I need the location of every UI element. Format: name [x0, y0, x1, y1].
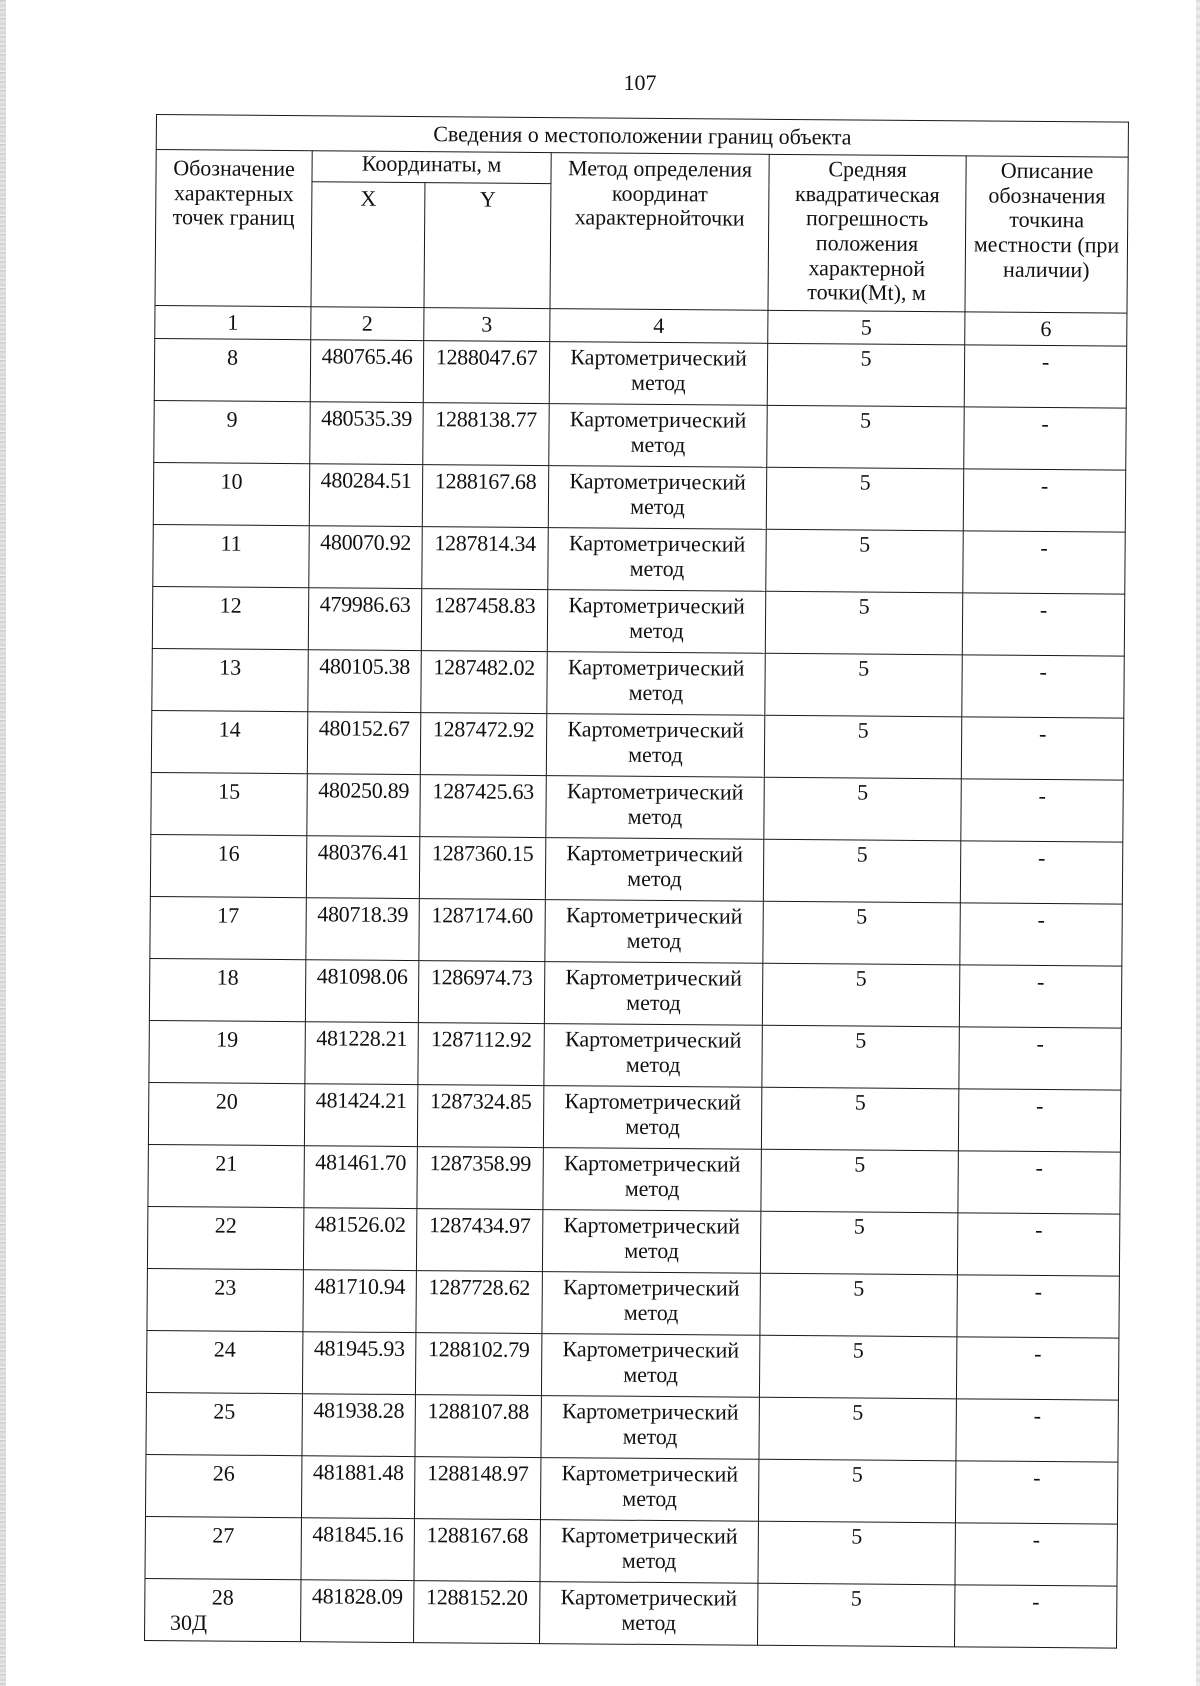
accuracy-cell: 5	[760, 1211, 957, 1275]
description-cell: -	[955, 1523, 1118, 1586]
y-coordinate-cell: 1288148.97	[414, 1457, 540, 1520]
accuracy-cell: 5	[766, 529, 963, 593]
x-coordinate-cell: 479986.63	[308, 588, 421, 651]
table-row	[150, 896, 1123, 966]
point-cell: 8	[154, 338, 310, 401]
accuracy-cell: 5	[763, 901, 960, 965]
y-coordinate-cell: 1288107.88	[415, 1395, 541, 1458]
method-cell: Картометрический метод	[539, 1582, 757, 1646]
description-cell: -	[955, 1461, 1118, 1524]
method-cell: Картометрический метод	[542, 1272, 760, 1336]
point-cell: 10	[153, 462, 309, 525]
y-coordinate-cell: 1288167.68	[422, 465, 548, 528]
y-coordinate-cell: 1287112.92	[418, 1023, 544, 1086]
x-coordinate-cell: 480250.89	[307, 774, 420, 837]
point-cell: 11	[153, 524, 309, 587]
header-method: Метод определения координат характернойточки	[550, 153, 769, 311]
method-cell: Картометрический метод	[549, 342, 767, 406]
y-coordinate-cell: 1287482.02	[421, 651, 547, 714]
y-coordinate-cell: 1288138.77	[423, 403, 549, 466]
point-cell: 18	[149, 958, 305, 1021]
point-cell: 19	[149, 1020, 305, 1083]
x-coordinate-cell: 481881.48	[301, 1456, 414, 1519]
table-row	[145, 1516, 1118, 1586]
header-x: X	[311, 182, 425, 308]
accuracy-cell: 5	[758, 1459, 955, 1523]
description-cell: -	[958, 1089, 1121, 1152]
point-cell: 22	[147, 1206, 303, 1269]
y-coordinate-cell: 1286974.73	[418, 961, 544, 1024]
table-row	[149, 958, 1122, 1028]
method-cell: Картометрический метод	[540, 1520, 758, 1584]
column-number-cell: 2	[311, 307, 424, 341]
x-coordinate-cell: 481938.28	[302, 1394, 415, 1457]
y-coordinate-cell: 1287425.63	[420, 775, 546, 838]
point-cell: 24	[146, 1330, 302, 1393]
description-cell: -	[961, 779, 1124, 842]
y-coordinate-cell: 1288102.79	[415, 1333, 541, 1396]
method-cell: Картометрический метод	[549, 404, 767, 468]
header-description: Описание обозначения точкина местности (при наличии)	[965, 156, 1128, 313]
y-coordinate-cell: 1287360.15	[419, 837, 545, 900]
accuracy-cell: 5	[764, 777, 961, 841]
accuracy-cell: 5	[767, 343, 964, 407]
method-cell: Картометрический метод	[546, 776, 764, 840]
accuracy-cell: 5	[758, 1521, 955, 1585]
accuracy-cell: 5	[763, 839, 960, 903]
method-cell: Картометрический метод	[548, 528, 766, 592]
x-coordinate-cell: 480376.41	[306, 836, 419, 899]
scan-edge-left	[0, 0, 6, 1686]
point-cell: 12	[152, 586, 308, 649]
description-cell: -	[961, 717, 1124, 780]
x-coordinate-cell: 481828.09	[301, 1580, 414, 1643]
accuracy-cell: 5	[762, 963, 959, 1027]
point-cell: 26	[145, 1454, 301, 1517]
description-cell: -	[957, 1213, 1120, 1276]
point-cell: 23	[147, 1268, 303, 1331]
method-cell: Картометрический метод	[544, 962, 762, 1026]
description-cell: -	[960, 903, 1123, 966]
accuracy-cell: 5	[760, 1273, 957, 1337]
header-accuracy: Средняя квадратическая погрешность положения характерной точки(Mt), м	[768, 154, 966, 312]
x-coordinate-cell: 480284.51	[309, 464, 422, 527]
y-coordinate-cell: 1288047.67	[423, 341, 549, 404]
method-cell: Картометрический метод	[544, 1024, 762, 1088]
x-coordinate-cell: 480535.39	[310, 402, 423, 465]
method-cell: Картометрический метод	[548, 466, 766, 530]
method-cell: Картометрический метод	[546, 714, 764, 778]
x-coordinate-cell: 481945.93	[302, 1332, 415, 1395]
column-number-cell: 3	[424, 308, 550, 342]
table-row	[151, 710, 1124, 780]
accuracy-cell: 5	[764, 715, 961, 779]
x-coordinate-cell: 481228.21	[305, 1022, 418, 1085]
y-coordinate-cell: 1287174.60	[419, 899, 545, 962]
method-cell: Картометрический метод	[541, 1396, 759, 1460]
description-cell: -	[962, 593, 1125, 656]
x-coordinate-cell: 480718.39	[306, 898, 419, 961]
point-cell: 25	[146, 1392, 302, 1455]
point-cell: 28	[145, 1578, 301, 1641]
table-row	[147, 1206, 1120, 1276]
table-row	[148, 1144, 1121, 1214]
x-coordinate-cell: 480105.38	[308, 650, 421, 713]
column-number-cell: 5	[768, 310, 965, 345]
method-cell: Картометрический метод	[542, 1210, 760, 1274]
y-coordinate-cell: 1288167.68	[414, 1519, 540, 1582]
table-row	[145, 1578, 1118, 1648]
x-coordinate-cell: 481424.21	[304, 1084, 417, 1147]
point-cell: 17	[150, 896, 306, 959]
boundary-table-container	[144, 114, 1128, 1649]
method-cell: Картометрический метод	[547, 590, 765, 654]
point-cell: 9	[154, 400, 310, 463]
x-coordinate-cell: 481526.02	[303, 1208, 416, 1271]
y-coordinate-cell: 1287458.83	[421, 589, 547, 652]
header-point: Обозначение характерных точек границ	[155, 150, 312, 307]
x-coordinate-cell: 480152.67	[307, 712, 420, 775]
accuracy-cell: 5	[759, 1335, 956, 1399]
accuracy-cell: 5	[766, 467, 963, 531]
scan-edge-right	[1196, 0, 1200, 1686]
table-row	[148, 1082, 1121, 1152]
x-coordinate-cell: 481845.16	[301, 1518, 414, 1581]
page-number: 107	[623, 70, 657, 95]
x-coordinate-cell: 480070.92	[309, 526, 422, 589]
description-cell: -	[963, 531, 1126, 594]
header-coordinates: Координаты, м	[312, 151, 551, 184]
table-row	[154, 400, 1127, 470]
accuracy-cell: 5	[759, 1397, 956, 1461]
table-row	[149, 1020, 1122, 1090]
description-cell: -	[958, 1151, 1121, 1214]
description-cell: -	[956, 1399, 1119, 1462]
method-cell: Картометрический метод	[541, 1334, 759, 1398]
y-coordinate-cell: 1287324.85	[417, 1085, 543, 1148]
method-cell: Картометрический метод	[540, 1458, 758, 1522]
table-row	[145, 1454, 1118, 1524]
boundary-coordinates-table	[144, 114, 1129, 1649]
y-coordinate-cell: 1288152.20	[414, 1581, 540, 1644]
table-row	[153, 524, 1126, 594]
table-row	[150, 834, 1123, 904]
method-cell: Картометрический метод	[547, 652, 765, 716]
point-cell: 15	[151, 772, 307, 835]
method-cell: Картометрический метод	[543, 1148, 761, 1212]
description-cell: -	[963, 469, 1126, 532]
column-number-cell: 4	[550, 309, 768, 344]
y-coordinate-cell: 1287472.92	[420, 713, 546, 776]
accuracy-cell: 5	[767, 405, 964, 469]
description-cell: -	[954, 1585, 1117, 1648]
column-number-cell: 1	[155, 305, 311, 339]
accuracy-cell: 5	[765, 653, 962, 717]
description-cell: -	[959, 1027, 1122, 1090]
table-row	[147, 1268, 1120, 1338]
description-cell: -	[960, 841, 1123, 904]
sheet-code: 30Д	[170, 1610, 208, 1635]
x-coordinate-cell: 481098.06	[305, 960, 418, 1023]
accuracy-cell: 5	[761, 1149, 958, 1213]
x-coordinate-cell: 481461.70	[304, 1146, 417, 1209]
x-coordinate-cell: 481710.94	[303, 1270, 416, 1333]
description-cell: -	[957, 1275, 1120, 1338]
table-row	[152, 648, 1125, 718]
description-cell: -	[962, 655, 1125, 718]
table-row	[154, 338, 1127, 408]
table-body	[145, 338, 1127, 1648]
description-cell: -	[959, 965, 1122, 1028]
x-coordinate-cell: 480765.46	[310, 340, 423, 403]
method-cell: Картометрический метод	[545, 900, 763, 964]
header-y: Y	[424, 183, 551, 309]
method-cell: Картометрический метод	[543, 1086, 761, 1150]
method-cell: Картометрический метод	[545, 838, 763, 902]
description-cell: -	[964, 345, 1127, 408]
table-row	[146, 1392, 1119, 1462]
description-cell: -	[956, 1337, 1119, 1400]
accuracy-cell: 5	[765, 591, 962, 655]
accuracy-cell: 5	[757, 1583, 954, 1647]
y-coordinate-cell: 1287434.97	[416, 1209, 542, 1272]
point-cell: 16	[150, 834, 306, 897]
y-coordinate-cell: 1287358.99	[417, 1147, 543, 1210]
point-cell: 13	[152, 648, 308, 711]
column-number-cell: 6	[965, 312, 1127, 346]
table-row	[151, 772, 1124, 842]
table-row	[146, 1330, 1119, 1400]
accuracy-cell: 5	[762, 1025, 959, 1089]
accuracy-cell: 5	[761, 1087, 958, 1151]
description-cell: -	[964, 407, 1127, 470]
y-coordinate-cell: 1287728.62	[416, 1271, 542, 1334]
table-caption: Сведения о местоположении границ объекта	[156, 115, 1128, 158]
point-cell: 14	[151, 710, 307, 773]
point-cell: 20	[148, 1082, 304, 1145]
y-coordinate-cell: 1287814.34	[422, 527, 548, 590]
point-cell: 21	[148, 1144, 304, 1207]
table-row	[153, 462, 1126, 532]
table-row	[152, 586, 1125, 656]
point-cell: 27	[145, 1516, 301, 1579]
